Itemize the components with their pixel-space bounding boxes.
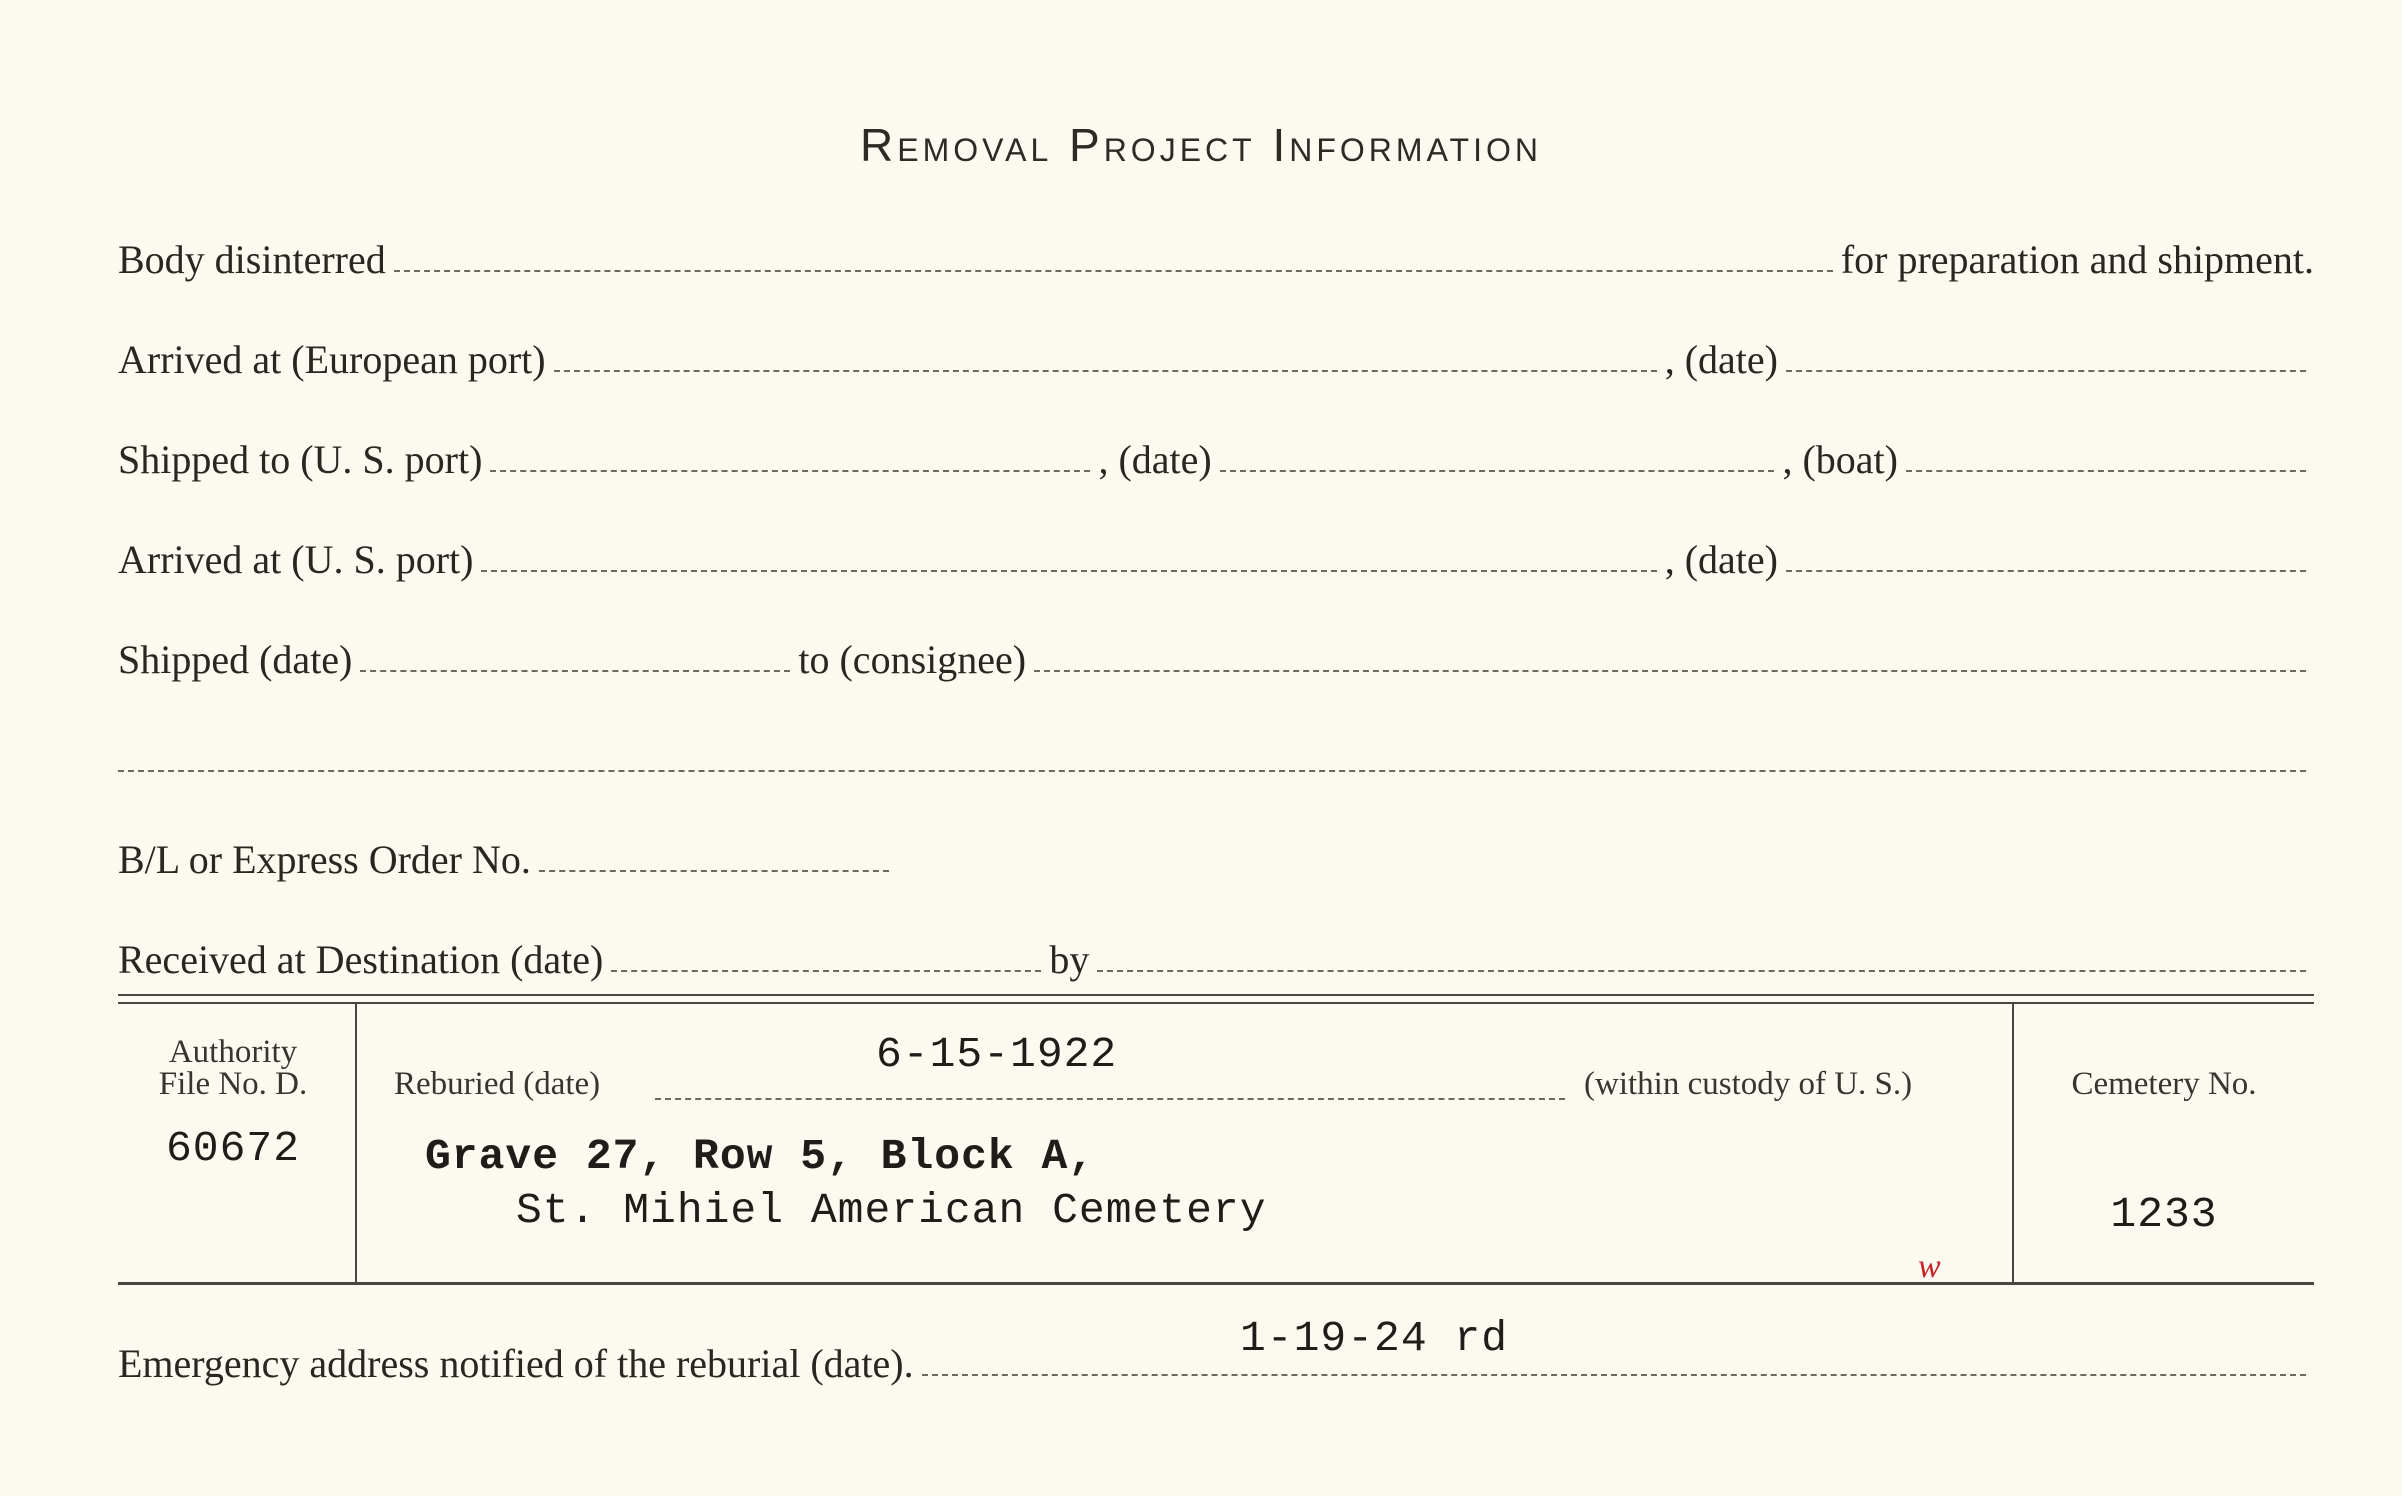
custody-label: (within custody of U. S.) (1584, 1066, 1913, 1102)
double-rule-bottom (118, 1002, 2314, 1004)
blank-european-date (1786, 370, 2306, 372)
label-shipped-date: Shipped (date) (118, 637, 353, 682)
grave-line-2: St. Mihiel American Cemetery (516, 1186, 1267, 1235)
card-title: Removal Project Information (860, 119, 1542, 171)
blank-body-disinterred (394, 270, 1833, 272)
label-date: , (date) (1098, 437, 1212, 482)
ink-mark: w (1918, 1248, 1941, 1285)
blank-european-port (554, 370, 1657, 372)
blank-bl-order (539, 870, 889, 872)
label-bl-order: B/L or Express Order No. (118, 837, 531, 882)
reburied-label: Reburied (date) (394, 1066, 601, 1102)
row-body-disinterred (118, 226, 2314, 282)
label-body-disinterred: Body disinterred (118, 237, 386, 282)
cemetery-no-value: 1233 (2110, 1190, 2218, 1239)
blank-boat (1906, 470, 2306, 472)
cemetery-label: Cemetery No. (2071, 1066, 2257, 1102)
label-preparation: for preparation and shipment. (1840, 237, 2314, 282)
label-arrived-european: Arrived at (European port) (118, 337, 546, 382)
blank-arrived-us-port (481, 570, 1656, 572)
row-arrived-european (118, 326, 2314, 382)
reburied-date-value: 6-15-1922 (876, 1030, 1118, 1079)
label-consignee: to (consignee) (798, 637, 1027, 682)
blank-ship-date (1220, 470, 1775, 472)
row-emergency (118, 1330, 2314, 1386)
blank-arrived-date (1786, 570, 2306, 572)
label-date: , (date) (1664, 337, 1778, 382)
grave-line-1: Grave 27, Row 5, Block A, (425, 1132, 1096, 1181)
emergency-date-value: 1-19-24 rd (1240, 1314, 1509, 1363)
divider-left (355, 1004, 357, 1282)
authority-label: Authority (168, 1034, 298, 1070)
row-arrived-us-port (118, 526, 2314, 582)
blank-emergency (922, 1374, 2306, 1376)
row-consignee-continued (118, 726, 2314, 782)
blank-reburied-date (655, 1098, 1565, 1100)
divider-right (2012, 1004, 2014, 1282)
label-shipped-us-port: Shipped to (U. S. port) (118, 437, 483, 482)
label-received-destination: Received at Destination (date) (118, 937, 604, 982)
label-date: , (date) (1664, 537, 1778, 582)
row-shipped-us-port (118, 426, 2314, 482)
row-bl-order (118, 826, 2314, 882)
blank-shipped-date (360, 670, 790, 672)
label-emergency: Emergency address notified of the reburial (date). (118, 1341, 914, 1386)
blank-received-date (611, 970, 1041, 972)
file-no-value: 60672 (165, 1124, 301, 1173)
double-rule-top (118, 994, 2314, 996)
row-shipped-date (118, 626, 2314, 682)
label-by: by (1049, 937, 1090, 982)
lower-rule (118, 1282, 2314, 1285)
blank-consignee (1034, 670, 2306, 672)
blank-received-by (1097, 970, 2306, 972)
label-boat: , (boat) (1782, 437, 1898, 482)
file-no-label: File No. D. (158, 1066, 308, 1102)
label-arrived-us-port: Arrived at (U. S. port) (118, 537, 474, 582)
blank-consignee-continued (118, 770, 2306, 772)
blank-us-port (490, 470, 1090, 472)
row-received-destination (118, 926, 2314, 982)
